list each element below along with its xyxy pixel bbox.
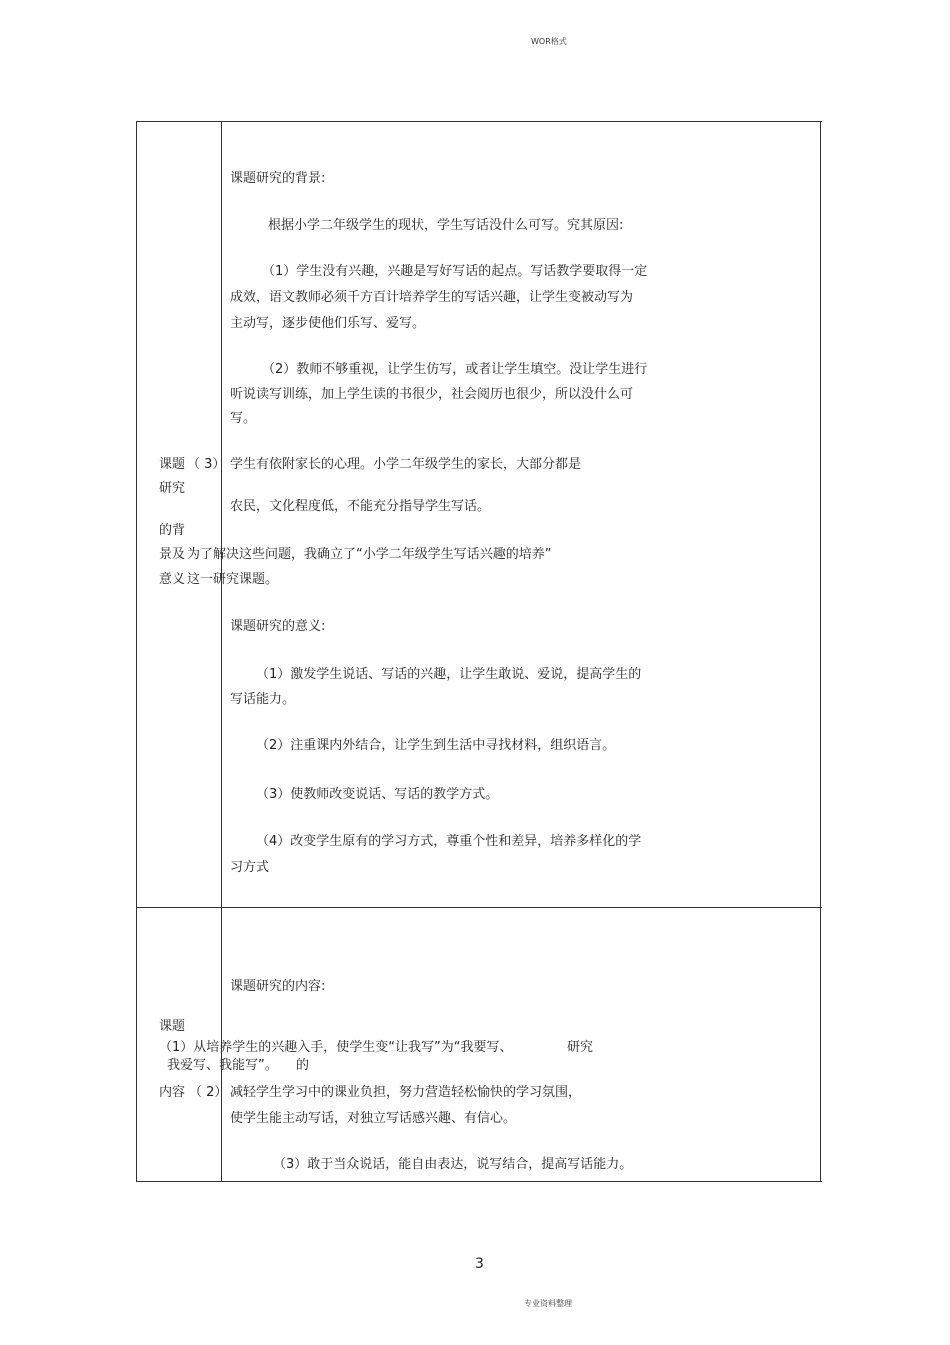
section1-label-line3: 的背 [159, 523, 186, 538]
content-item1-line1: （1）从培养学生的兴趣入手，使学生变“让我写”为“我要写、 [159, 1040, 513, 1055]
content-heading: 课题研究的内容: [230, 979, 326, 994]
table-row-divider [136, 907, 822, 908]
significance4-line2: 习方式 [230, 860, 270, 875]
reason3-number: （ 3） [187, 457, 226, 472]
significance1-line1: （1）激发学生说话、写话的兴趣，让学生敢说、爱说，提高学生的 [256, 667, 642, 682]
significance1-line2: 写话能力。 [230, 692, 296, 707]
section1-label-line4: 景及 [159, 547, 186, 562]
table-top-border [136, 121, 822, 122]
significance3: （3）使教师改变说话、写话的教学方式。 [256, 787, 499, 802]
reason2-line3: 写。 [230, 411, 257, 426]
page-number: 3 [475, 1256, 484, 1272]
table-right-border [820, 121, 821, 1182]
significance4-line1: （4）改变学生原有的学习方式，尊重个性和差异，培养多样化的学 [256, 834, 642, 849]
reason2-line2: 听说读写训练，加上学生读的书很少，社会阅历也很少，所以没什么可 [230, 387, 634, 402]
background-heading: 课题研究的背景: [230, 171, 326, 186]
reason1-line3: 主动写，逐步使他们乐写、爱写。 [230, 316, 426, 331]
content-item2-line2: 使学生能主动写话，对独立写话感兴趣、有信心。 [230, 1111, 517, 1126]
reason2-line1: （2）教师不够重视，让学生仿写，或者让学生填空。没让学生进行 [262, 362, 648, 377]
content-item2-line1: 减轻学生学习中的课业负担，努力营造轻松愉快的学习氛围， [230, 1085, 582, 1100]
reason1-line2: 成效，语文教师必须千方百计培养学生的写话兴趣，让学生变被动写为 [230, 290, 634, 305]
section1-label-line1: 课题 [159, 457, 186, 472]
section1-label-line5: 意义 [159, 572, 186, 587]
section2-label-line3: 的 [296, 1058, 310, 1073]
section1-label-line2: 研究 [159, 481, 186, 496]
reason3-line1: 学生有依附家长的心理。小学二年级学生的家长，大部分都是 [230, 457, 582, 472]
table-left-border [136, 121, 137, 1182]
background-intro: 根据小学二年级学生的现状，学生写话没什么可写。究其原因: [268, 218, 624, 233]
significance2: （2）注重课内外结合，让学生到生活中寻找材料，组织语言。 [256, 738, 616, 753]
section2-label-line4: 内容 [159, 1085, 186, 1100]
conclusion-line2: 这一研究课题。 [187, 572, 279, 587]
reason1-line1: （1）学生没有兴趣，兴趣是写好写话的起点。写话教学要取得一定 [262, 264, 648, 279]
conclusion-line1: 为了解决这些问题，我确立了“小学二年级学生写话兴趣的培养” [187, 547, 552, 562]
significance-heading: 课题研究的意义: [230, 619, 326, 634]
table-column-divider [221, 121, 222, 1182]
content-item3: （3）敢于当众说话，能自由表达，说写结合，提高写话能力。 [273, 1157, 633, 1172]
content-item1-line2: 我爱写、我能写”。 [167, 1058, 278, 1073]
page-header: WOR格式 [531, 37, 567, 46]
content-item2-number: （ 2） [189, 1085, 228, 1100]
section2-label-line2: 研究 [567, 1040, 594, 1055]
table-bottom-border [136, 1181, 822, 1182]
section2-label-line1: 课题 [159, 1019, 186, 1034]
reason3-line2: 农民，文化程度低，不能充分指导学生写话。 [230, 499, 491, 514]
page-footer: 专业资料整理 [524, 1299, 572, 1308]
